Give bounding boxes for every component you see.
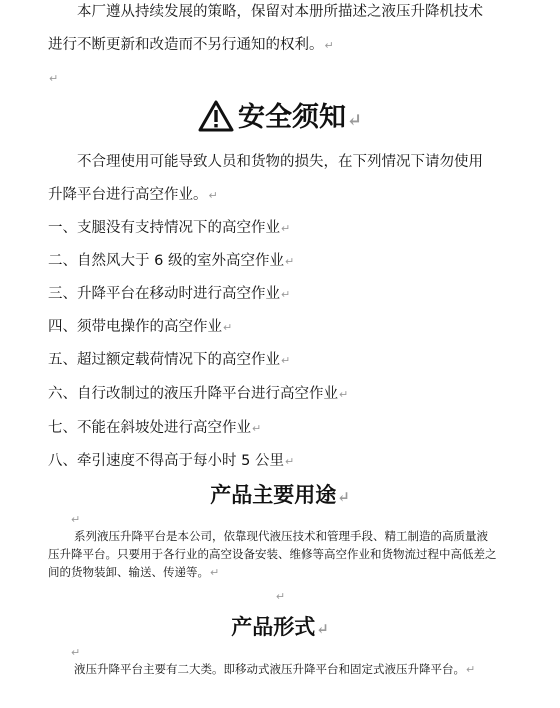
safety-item-2: 二、自然风大于 6 级的室外高空作业↵	[48, 253, 295, 269]
paragraph-mark: ↵	[281, 354, 291, 367]
paragraph-mark: ↵	[210, 566, 220, 579]
usage-title: 产品主要用途	[210, 482, 337, 507]
paragraph-mark: ↵	[324, 39, 334, 52]
paragraph-mark: ↵	[252, 422, 262, 435]
safety-item-1: 一、支腿没有支持情况下的高空作业↵	[48, 220, 291, 236]
paragraph-mark: ↵	[316, 620, 329, 638]
form-paragraph: 液压升降平台主要有二大类。即移动式液压升降平台和固定式液压升降平台。↵	[74, 662, 476, 676]
paragraph-mark: ↵	[275, 590, 286, 603]
safety-heading	[0, 98, 560, 141]
safety-title: 安全须知	[237, 102, 346, 133]
paragraph-mark: ↵	[281, 222, 291, 235]
paragraph-mark: ↵	[339, 388, 349, 401]
empty-paragraph	[70, 512, 520, 527]
safety-item-3: 三、升降平台在移动时进行高空作业↵	[48, 286, 291, 302]
form-title: 产品形式	[231, 614, 316, 639]
paragraph-mark: ↵	[71, 646, 81, 659]
paragraph-mark: ↵	[346, 110, 363, 131]
paragraph-mark: ↵	[281, 288, 291, 301]
safety-item-6: 六、自行改制过的液压升降平台进行高空作业↵	[48, 386, 349, 402]
paragraph-mark: ↵	[49, 72, 59, 85]
warning-triangle-icon	[198, 100, 234, 132]
safety-item-4: 四、须带电操作的高空作业↵	[48, 319, 233, 335]
paragraph-mark: ↵	[71, 513, 81, 526]
intro-line-2: 进行不断更新和改造而不另行通知的权利。↵	[48, 37, 334, 53]
empty-paragraph	[48, 68, 518, 89]
usage-heading	[0, 480, 560, 512]
safety-item-8: 八、牵引速度不得高于每小时 5 公里↵	[48, 453, 295, 469]
paragraph-mark: ↵	[208, 189, 218, 202]
safety-item-5: 五、超过额定载荷情况下的高空作业↵	[48, 352, 291, 368]
safety-intro-line-1: 不合理使用可能导致人员和货物的损失，在下列情况下请勿使用	[77, 154, 483, 170]
paragraph-mark: ↵	[337, 488, 350, 506]
paragraph-mark: ↵	[466, 663, 476, 676]
paragraph-mark: ↵	[284, 455, 295, 468]
empty-paragraph	[0, 586, 560, 607]
intro-line-1: 本厂遵从持续发展的策略，保留对本册所描述之液压升降机技术	[77, 4, 483, 20]
paragraph-mark: ↵	[284, 255, 295, 268]
safety-intro-line-2: 升降平台进行高空作业。↵	[48, 187, 218, 203]
safety-item-7: 七、不能在斜坡处进行高空作业↵	[48, 420, 262, 436]
form-heading	[0, 612, 560, 644]
paragraph-mark: ↵	[223, 321, 233, 334]
usage-paragraph: 系列液压升降平台是本公司，依靠现代液压技术和管理手段、精工制造的高质量液压升降平台。只要用于各行业的高空设备安装、维修等高空作业和货物流过程中高低差之间的货物装卸、输送、传递等。↵	[48, 529, 497, 579]
empty-paragraph	[70, 645, 520, 660]
